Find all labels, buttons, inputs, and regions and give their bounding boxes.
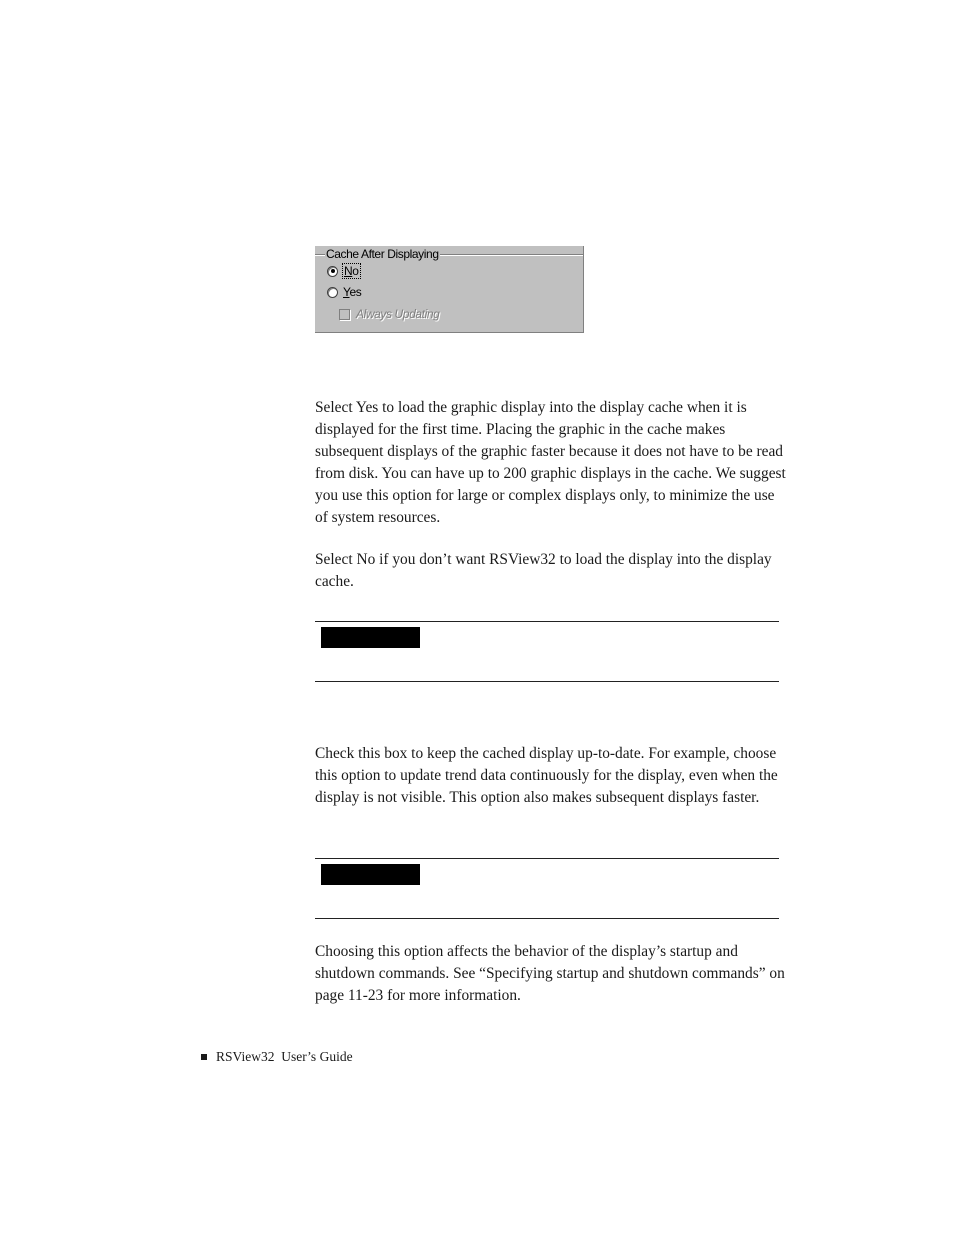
cache-after-displaying-group [315, 246, 584, 333]
radio-no-label: No [344, 264, 359, 278]
paragraph-always-updating: Check this box to keep the cached display up-to-date. For example, choose this option to update trend data continuously for the display, even when the display is not visible. This option also makes subsequent displays faster. [315, 745, 778, 806]
radio-yes[interactable] [327, 285, 361, 299]
note-tag [321, 864, 420, 885]
note-rule-bottom [315, 918, 779, 919]
radio-no[interactable] [327, 264, 360, 278]
radio-yes-label: Yes [343, 285, 362, 299]
footer-text: RSView32 User’s Guide [216, 1049, 353, 1064]
footer-bullet-icon [201, 1054, 207, 1060]
radio-unselected-icon[interactable] [327, 287, 338, 298]
note-rule-top [315, 858, 779, 859]
note-tag [321, 627, 420, 648]
always-updating-label: Always Updating [356, 307, 440, 321]
paragraph-select-no: Select No if you don’t want RSView32 to load the display into the display cache. [315, 551, 772, 590]
always-updating-checkbox-row [339, 307, 439, 321]
paragraph-startup-shutdown: Choosing this option affects the behavior of the display’s startup and shutdown commands. See “Specifying startup and shutdown commands” on page 11-23 for more information. [315, 943, 785, 1004]
page-footer [201, 1048, 353, 1066]
note-rule-bottom [315, 681, 779, 682]
checkbox-disabled-icon [339, 309, 350, 320]
paragraph-select-yes: Select Yes to load the graphic display into the display cache when it is displayed for the first time. Placing the graphic in the cache makes subsequent displays of the graphic faster because it does not have to be read from disk. You can have up to 200 graphic displays in the cache. We suggest you use this option for large or complex displays only, to minimize the use of system resources. [315, 399, 786, 526]
group-title: Cache After Displaying [326, 247, 439, 261]
note-rule-top [315, 621, 779, 622]
radio-selected-icon[interactable] [327, 266, 338, 277]
